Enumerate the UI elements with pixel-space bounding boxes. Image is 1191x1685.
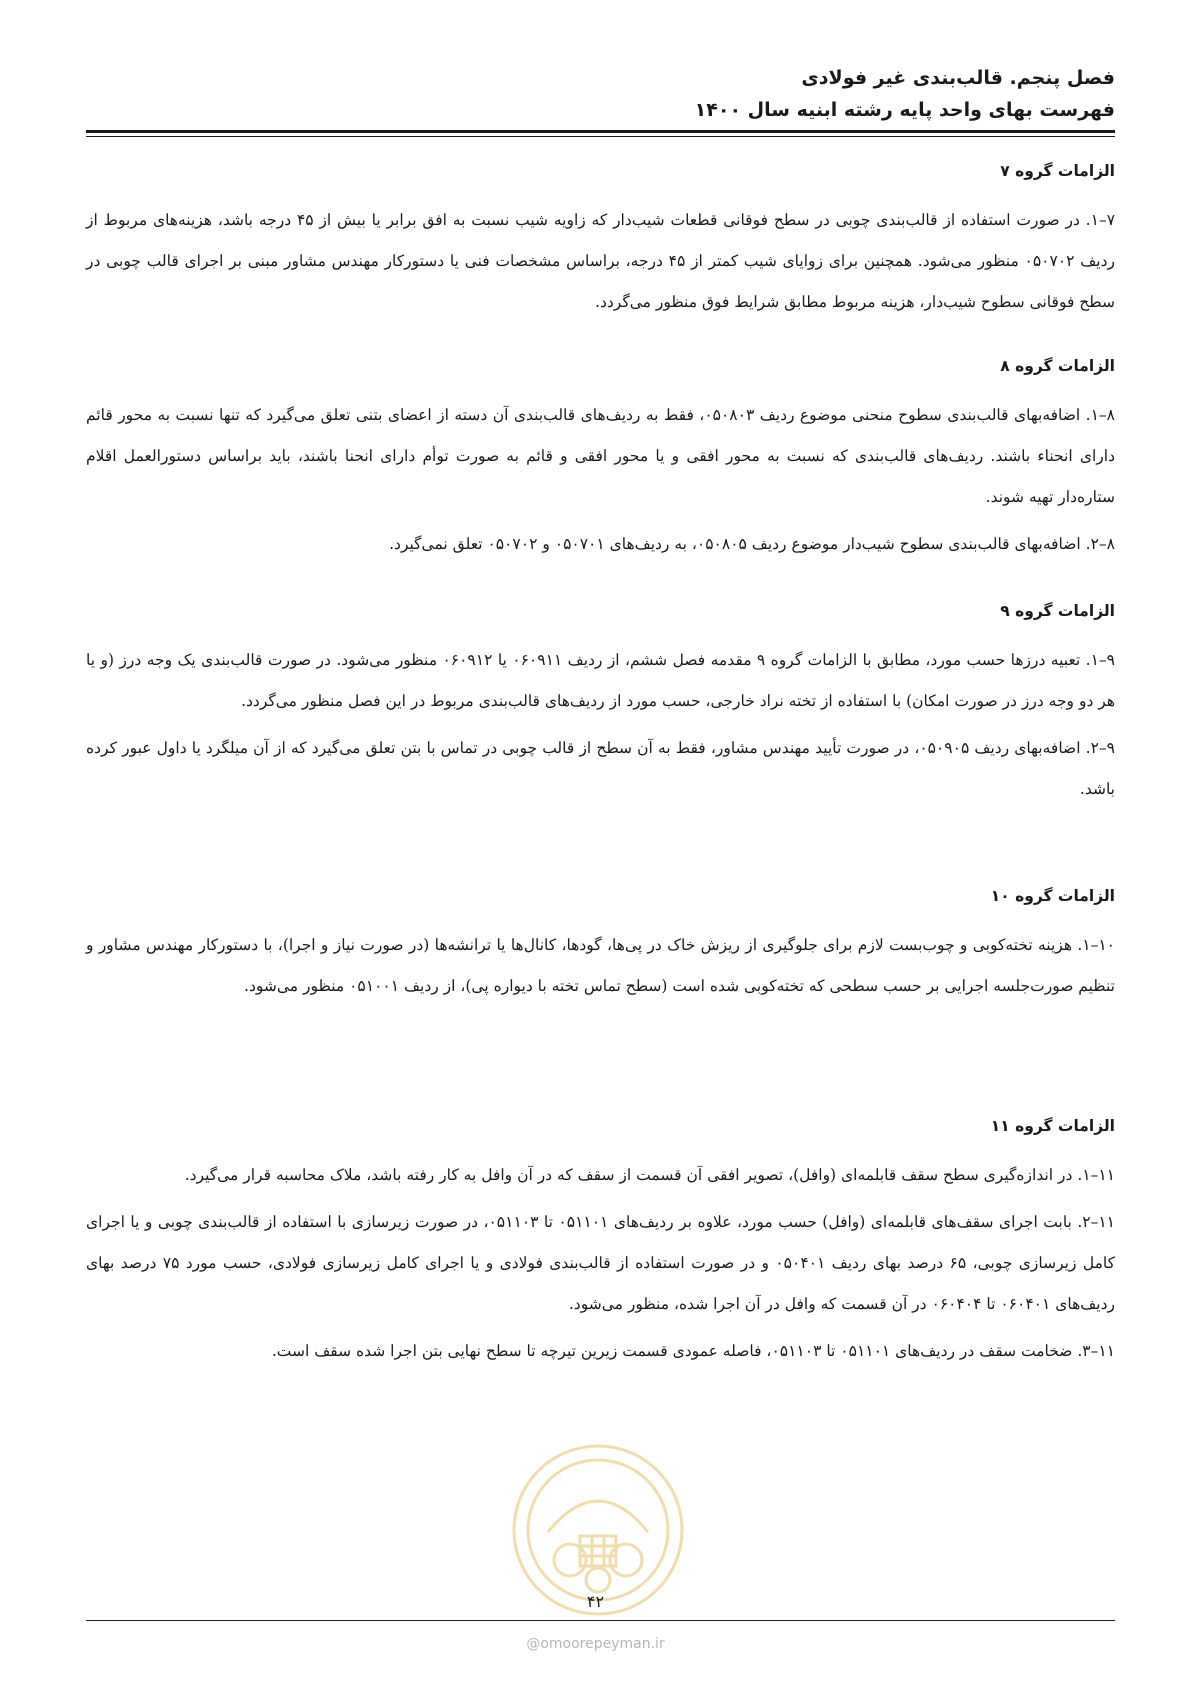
page-number: ۴۲ bbox=[586, 1592, 605, 1611]
section-title: الزامات گروه ۱۰ bbox=[990, 887, 1115, 905]
section-group-11 bbox=[86, 1115, 1115, 1372]
section-title: الزامات گروه ۷ bbox=[1000, 162, 1115, 180]
section-group-9 bbox=[86, 600, 1115, 810]
section-paragraph: ۹–۲. اضافه‌بهای ردیف ۰۵۰۹۰۵، در صورت تأیید مهندس مشاور، فقط به آن سطح از قالب چوبی در تماس با بتن تعلق می‌گیرد که از آن میلگرد یا داول عبور کرده باشد. bbox=[86, 739, 1115, 798]
document-title: فهرست بهای واحد پایه رشته ابنیه سال ۱۴۰۰ bbox=[694, 99, 1115, 121]
section-paragraph: ۱۰–۱. هزینه تخته‌کوبی و چوب‌بست لازم برای جلوگیری از ریزش خاک در پی‌ها، گودها، کانال‌ها یا ترانشه‌ها (در صورت نیاز و اجرا)، با دستورکار مهندس مشاور و تنظیم صورت‌جلسه اجرایی بر حسب سطحی که تخته‌کوبی شده است (سطح تماس تخته با دیواره پی)، از ردیف ۰۵۱۰۰۱ منظور می‌شود. bbox=[86, 936, 1115, 995]
section-title: الزامات گروه ۸ bbox=[1000, 357, 1115, 375]
header-divider-thick bbox=[86, 130, 1115, 133]
section-title: الزامات گروه ۹ bbox=[1000, 602, 1115, 620]
section-paragraph: ۱۱–۳. ضخامت سقف در ردیف‌های ۰۵۱۱۰۱ تا ۰۵۱۱۰۳، فاصله عمودی قسمت زیرین تیرچه تا سطح نهایی بتن اجرا شده سقف است. bbox=[271, 1342, 1115, 1360]
section-group-8 bbox=[86, 355, 1115, 565]
section-paragraph: ۸–۲. اضافه‌بهای قالب‌بندی سطوح شیب‌دار موضوع ردیف ۰۵۰۸۰۵، به ردیف‌های ۰۵۰۷۰۱ و ۰۵۰۷۰۲ تعلق نمی‌گیرد. bbox=[389, 535, 1115, 553]
section-group-10 bbox=[86, 885, 1115, 1007]
footer-divider bbox=[86, 1620, 1115, 1621]
section-title: الزامات گروه ۱۱ bbox=[990, 1117, 1115, 1135]
chapter-title: فصل پنجم. قالب‌بندی غیر فولادی bbox=[801, 67, 1115, 89]
watermark-url: @omoorepeyman.ir bbox=[526, 1636, 665, 1652]
section-paragraph: ۱۱–۱. در اندازه‌گیری سطح سقف قابلمه‌ای (وافل)، تصویر افقی آن قسمت از سقف که در آن وافل به کار رفته باشد، ملاک محاسبه قرار می‌گیرد. bbox=[184, 1166, 1115, 1184]
section-paragraph: ۱۱–۲. بابت اجرای سقف‌های قابلمه‌ای (وافل) حسب مورد، علاوه بر ردیف‌های ۰۵۱۱۰۱ تا ۰۵۱۱۰۳، در صورت زیرسازی با استفاده از قالب‌بندی چوبی و یا اجرای کامل زیرسازی چوبی، ۶۵ درصد بهای ردیف ۰۵۰۴۰۱ و در صورت استفاده از قالب‌بندی فولادی و یا اجرای کامل زیرسازی فولادی، حسب مورد ۷۵ درصد بهای ردیف‌های ۰۶۰۴۰۱ تا ۰۶۰۴۰۴ در آن قسمت که وافل در آن اجرا شده، منظور می‌شود. bbox=[86, 1213, 1115, 1313]
page-header bbox=[76, 62, 1115, 126]
section-paragraph: ۸–۱. اضافه‌بهای قالب‌بندی سطوح منحنی موضوع ردیف ۰۵۰۸۰۳، فقط به ردیف‌های قالب‌بندی آن دسته از اعضای بتنی تعلق می‌گیرد که تنها نسبت به محور قائم دارای انحناء باشند. ردیف‌های قالب‌بندی که نسبت به محور افقی و یا محور افقی و قائم به صورت توأم دارای انحنا باشند، باید براساس دستورالعمل اقلام ستاره‌دار تهیه شوند. bbox=[86, 406, 1115, 506]
header-divider-thin bbox=[86, 136, 1115, 137]
section-paragraph: ۹–۱. تعبیه درزها حسب مورد، مطابق با الزامات گروه ۹ مقدمه فصل ششم، از ردیف ۰۶۰۹۱۱ یا ۰۶۰۹۱۲ منظور می‌شود. در صورت قالب‌بندی یک وجه درز (و یا هر دو وجه درز در صورت امکان) با استفاده از تخته نراد خارجی، حسب مورد از ردیف‌های قالب‌بندی مربوط در این فصل منظور می‌گردد. bbox=[86, 651, 1115, 710]
section-paragraph: ۷–۱. در صورت استفاده از قالب‌بندی چوبی در سطح فوقانی قطعات شیب‌دار که زاویه شیب نسبت به افق برابر یا بیش از ۴۵ درجه باشد، هزینه‌های مربوط از ردیف ۰۵۰۷۰۲ منظور می‌شود. همچنین برای زوایای شیب کمتر از ۴۵ درجه، براساس مشخصات فنی یا دستورکار مهندس مشاور مبنی بر اجرای قالب چوبی در سطح فوقانی سطوح شیب‌دار، هزینه مربوط مطابق شرایط فوق منظور می‌گردد. bbox=[86, 211, 1116, 311]
section-group-7 bbox=[86, 160, 1115, 323]
